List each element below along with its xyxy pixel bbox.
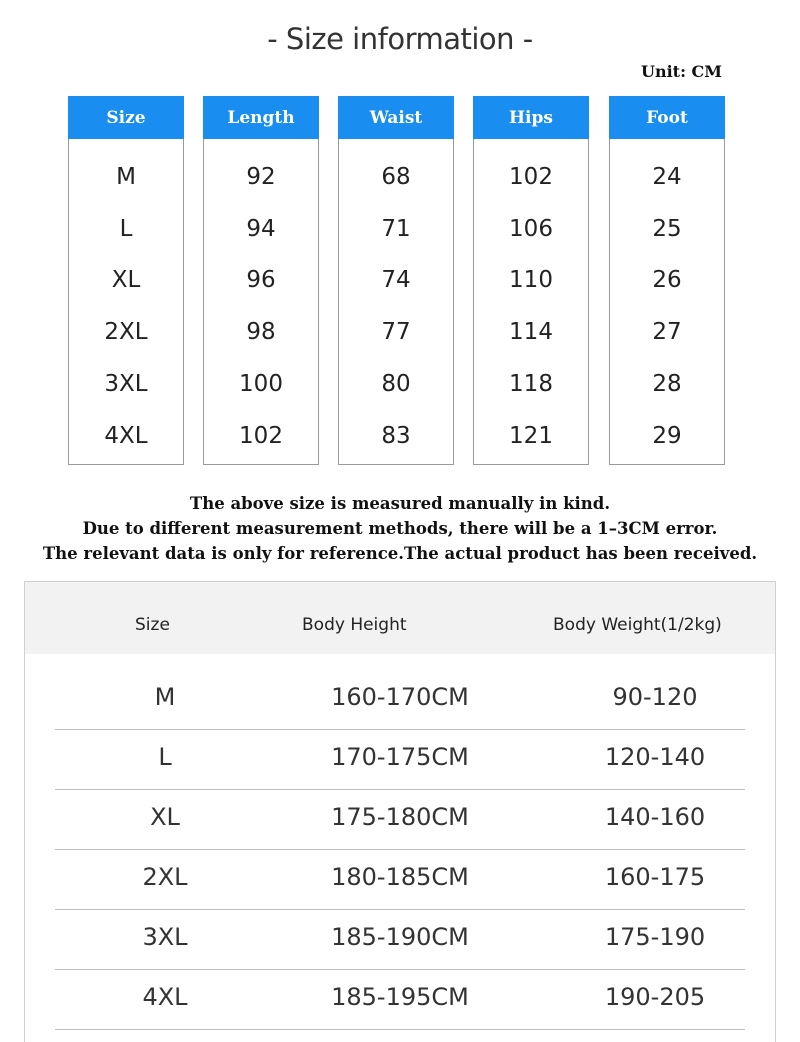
- row-weight: 175-190: [604, 923, 706, 951]
- foot-column: [609, 96, 725, 465]
- table-cell: 94: [246, 216, 276, 242]
- note-line: The relevant data is only for reference.The actual product has been received.: [42, 544, 758, 563]
- table-cell: 29: [652, 423, 682, 449]
- table-cell: 118: [509, 371, 553, 397]
- table-cell: 26: [652, 267, 682, 293]
- unit-label: Unit: CM: [641, 62, 722, 81]
- column-header: Foot: [609, 96, 725, 139]
- page-title: - Size information -: [267, 22, 533, 56]
- table-cell: 28: [652, 371, 682, 397]
- table-cell: 102: [509, 164, 553, 190]
- table-row: [55, 729, 745, 790]
- column-header: Length: [203, 96, 319, 139]
- table-cell: XL: [111, 267, 141, 293]
- table-cell: 25: [652, 216, 682, 242]
- table-cell: 98: [246, 319, 276, 345]
- row-height: 160-170CM: [331, 683, 469, 711]
- table-cell: 92: [246, 164, 276, 190]
- column-header: Size: [68, 96, 184, 139]
- table-cell: 110: [509, 267, 553, 293]
- table-cell: 121: [509, 423, 553, 449]
- waist-column: [338, 96, 454, 465]
- table-cell: 114: [509, 319, 553, 345]
- table-cell: 106: [509, 216, 553, 242]
- row-height: 185-195CM: [331, 983, 469, 1011]
- column-header: Hips: [473, 96, 589, 139]
- measurement-notes: [0, 491, 800, 566]
- size-column: [68, 96, 184, 465]
- row-weight: 190-205: [604, 983, 706, 1011]
- table-cell: 24: [652, 164, 682, 190]
- table-cell: 83: [381, 423, 411, 449]
- table-header-row: [25, 582, 775, 654]
- body-size-table: [24, 581, 776, 1042]
- row-weight: 160-175: [604, 863, 706, 891]
- table-row: [55, 969, 745, 1030]
- table-cell: 100: [239, 371, 283, 397]
- header-size: Size: [135, 615, 170, 635]
- table-cell: 96: [246, 267, 276, 293]
- table-cell: 71: [381, 216, 411, 242]
- row-height: 180-185CM: [331, 863, 469, 891]
- row-height: 175-180CM: [331, 803, 469, 831]
- table-cell: 3XL: [104, 371, 148, 397]
- length-column: [203, 96, 319, 465]
- table-row: [55, 669, 745, 730]
- header-body-height: Body Height: [302, 615, 407, 635]
- table-cell: 27: [652, 319, 682, 345]
- row-size: 3XL: [142, 923, 188, 951]
- row-weight: 140-160: [604, 803, 706, 831]
- table-cell: 4XL: [104, 423, 148, 449]
- table-cell: 2XL: [104, 319, 148, 345]
- row-height: 170-175CM: [331, 743, 469, 771]
- row-weight: 90-120: [612, 683, 698, 711]
- table-row: [55, 789, 745, 850]
- hips-column: [473, 96, 589, 465]
- row-size: 4XL: [142, 983, 188, 1011]
- table-cell: 102: [239, 423, 283, 449]
- table-row: [55, 909, 745, 970]
- table-row: [55, 849, 745, 910]
- row-size: XL: [150, 803, 180, 831]
- table-cell: 74: [381, 267, 411, 293]
- row-size: M: [154, 683, 176, 711]
- note-line: The above size is measured manually in kind.: [189, 494, 611, 513]
- row-size: L: [158, 743, 172, 771]
- row-weight: 120-140: [604, 743, 706, 771]
- row-size: 2XL: [142, 863, 188, 891]
- row-height: 185-190CM: [331, 923, 469, 951]
- table-cell: M: [116, 164, 136, 190]
- table-cell: 77: [381, 319, 411, 345]
- note-line: Due to different measurement methods, there will be a 1–3CM error.: [82, 519, 718, 538]
- header-body-weight: Body Weight(1/2kg): [553, 615, 722, 635]
- column-header: Waist: [338, 96, 454, 139]
- table-cell: 80: [381, 371, 411, 397]
- table-cell: L: [119, 216, 133, 242]
- table-cell: 68: [381, 164, 411, 190]
